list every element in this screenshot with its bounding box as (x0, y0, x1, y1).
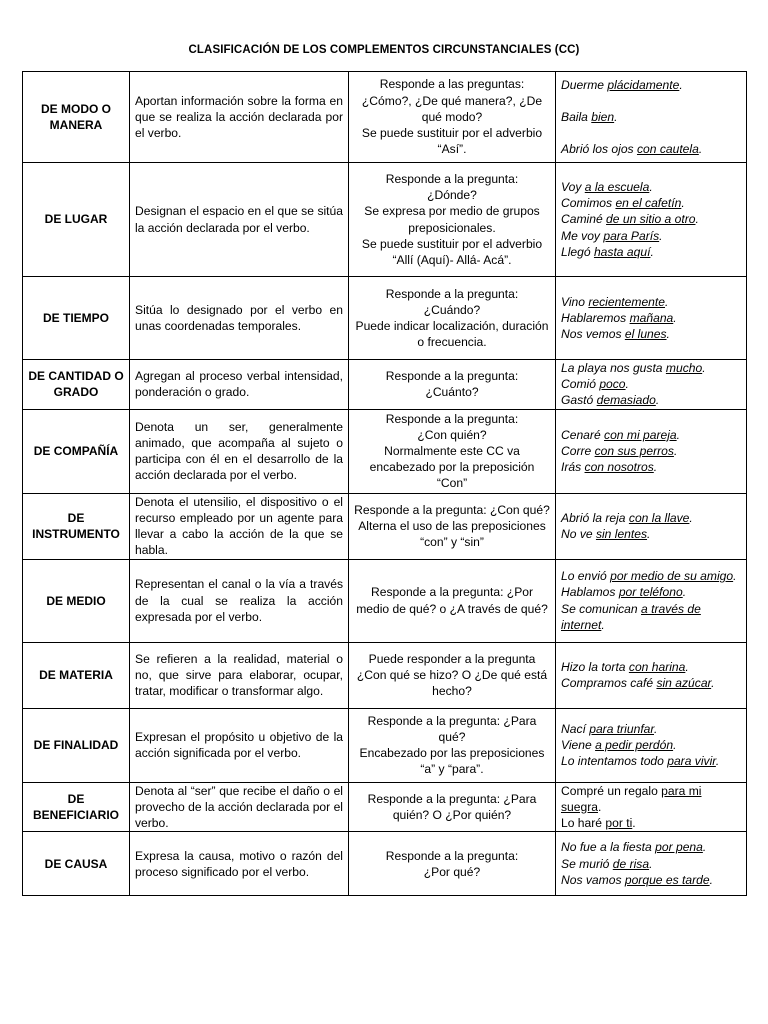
sentence-fragment: . (682, 585, 687, 600)
complement-type: DE MATERIA (23, 642, 130, 708)
circumstantial-complement: porque es tarde (624, 872, 710, 887)
sentence-fragment: Llegó (561, 244, 594, 259)
sentence-fragment: Irás (561, 460, 585, 475)
example-sentence (561, 510, 741, 526)
sentence-fragment: Voy (561, 179, 585, 194)
sentence-fragment: Nos vemos (561, 327, 625, 342)
sentence-fragment: . (650, 244, 654, 259)
sentence-fragment: . (733, 569, 737, 584)
examples (556, 708, 747, 782)
question-line: Se expresa por medio de grupos preposicionales. (364, 204, 540, 235)
example-sentence (561, 360, 741, 376)
sentence-fragment: . (673, 738, 677, 752)
guiding-questions (349, 163, 556, 277)
table-row (23, 708, 747, 782)
complement-description: Denota el utensilio, el dispositivo o el recurso empleado por un agente para llevar a cabo la acción de la que se habla. (130, 493, 349, 559)
complement-type: DE TIEMPO (23, 277, 130, 360)
sentence-fragment: . (676, 427, 681, 442)
sentence-fragment: Se murió (561, 856, 613, 871)
sentence-fragment: . (698, 142, 703, 157)
example-sentence (561, 839, 741, 855)
example-sentence (561, 310, 741, 326)
sentence-fragment: . (625, 377, 629, 392)
question-line: Se puede sustituir por el adverbio “Así”. (361, 126, 543, 157)
example-sentence (561, 179, 741, 195)
circumstantial-complement: en el cafetín (615, 196, 682, 211)
circumstantial-complement: sin lentes (595, 527, 648, 542)
circumstantial-complement: poco (599, 377, 626, 392)
example-sentence (561, 228, 741, 244)
examples (556, 360, 747, 410)
examples (556, 642, 747, 708)
sentence-fragment: . (647, 527, 651, 542)
table-row (23, 360, 747, 410)
circumstantial-complement: a través de internet (561, 601, 701, 632)
sentence-fragment: . (689, 510, 693, 525)
example-sentence (561, 244, 741, 260)
question-line: ¿Cuándo? (423, 302, 481, 317)
complement-type: DE CANTIDAD O GRADO (23, 360, 130, 410)
sentence-fragment: . (601, 617, 605, 632)
sentence-fragment: . (597, 799, 602, 814)
complement-description: Expresan el propósito u objetivo de la acción significada por el verbo. (130, 708, 349, 782)
guiding-questions (349, 642, 556, 708)
guiding-questions (349, 782, 556, 832)
complement-description: Sitúa lo designado por el verbo en unas coordenadas temporales. (130, 277, 349, 360)
example-sentence (561, 195, 741, 211)
sentence-fragment: Nací (561, 721, 590, 736)
sentence-fragment: Hizo la torta (561, 659, 629, 674)
sentence-fragment: . (665, 294, 669, 309)
sentence-fragment: . (702, 840, 707, 855)
sentence-fragment: . (695, 212, 699, 227)
circumstantial-complement: para vivir (667, 754, 716, 769)
circumstantial-complement: a pedir perdón (595, 738, 674, 752)
question-line: Puede responder a la pregunta ¿Con qué se hizo? O ¿De qué está hecho? (356, 651, 548, 699)
example-sentence (561, 443, 741, 459)
circumstantial-complement: plácidamente (607, 77, 680, 92)
examples (556, 559, 747, 642)
question-line: Alterna el uso de las preposiciones “con” y “sin” (358, 519, 546, 550)
circumstantial-complement: con la llave (628, 510, 690, 525)
circumstantial-complement: para París (603, 228, 660, 243)
example-sentence (561, 326, 741, 342)
question-line: Normalmente este CC va encabezado por la preposición “Con” (369, 444, 535, 491)
sentence-fragment: . (655, 393, 660, 408)
question-line: Encabezado por las preposiciones “a” y “para”. (359, 746, 545, 777)
sentence-fragment: Comimos (561, 196, 616, 211)
sentence-fragment: . (709, 872, 713, 887)
circumstantial-complement: por ti (605, 816, 633, 831)
sentence-fragment: Baila (561, 109, 592, 124)
sentence-fragment: Duerme (561, 77, 608, 92)
examples (556, 782, 747, 832)
sentence-fragment: . (673, 444, 678, 458)
example-sentence (561, 392, 741, 408)
table-body (23, 72, 747, 896)
sentence-fragment: Compramos café (561, 676, 657, 691)
circumstantial-complement: con sus perros (594, 444, 674, 458)
examples (556, 277, 747, 360)
example-sentence (561, 753, 741, 769)
question-line: Responde a la pregunta: (385, 286, 519, 301)
sentence-fragment: Nos vamos (561, 872, 625, 887)
circumstantial-complement: demasiado (596, 393, 656, 408)
question-line: ¿Con quién? (417, 427, 487, 442)
complement-description: Se refieren a la realidad, material o no, que sirve para elaborar, ocupar, tratar, modificar o transformar algo. (130, 642, 349, 708)
circumstantial-complement: con cautela (636, 142, 699, 157)
circumstantial-complement: con harina (628, 659, 686, 674)
table-row (23, 277, 747, 360)
question-line: ¿Cuánto? (425, 385, 479, 400)
sentence-fragment: Viene (561, 738, 596, 752)
circumstantial-complement: recientemente (588, 294, 665, 309)
example-sentence (561, 659, 741, 675)
circumstantial-complement: a la escuela (584, 179, 650, 194)
example-sentence (561, 211, 741, 227)
guiding-questions (349, 832, 556, 896)
complement-description: Aportan información sobre la forma en que se realiza la acción declarada por el verbo. (130, 72, 349, 163)
question-line: Responde a la pregunta: ¿Para quién? O ¿Por quién? (367, 791, 537, 822)
sentence-fragment: Abrió los ojos (561, 142, 637, 157)
question-line: Responde a la pregunta: (385, 848, 519, 863)
sentence-fragment: Me voy (561, 228, 604, 243)
circumstantial-complement: de risa (612, 856, 650, 871)
example-sentence (561, 376, 741, 392)
complement-description: Denota un ser, generalmente animado, que acompaña al sujeto o participa con él en el desarrollo de la acción declarada por el verbo. (130, 409, 349, 493)
circumstantial-complement: con mi pareja (604, 427, 677, 442)
sentence-fragment: . (653, 460, 658, 475)
question-line: Responde a la pregunta: (385, 369, 519, 384)
circumstantial-complement: de un sitio a otro (606, 212, 696, 227)
sentence-fragment: Hablamos (561, 585, 619, 600)
circumstantial-complement: el lunes (624, 327, 667, 342)
guiding-questions (349, 409, 556, 493)
line-gap (561, 125, 741, 141)
sentence-fragment: Lo haré (561, 816, 606, 831)
sentence-fragment: No ve (561, 527, 596, 542)
circumstantial-complement: sin azúcar (656, 676, 712, 691)
example-sentence (561, 856, 741, 872)
sentence-fragment: Corre (561, 444, 595, 458)
example-sentence (561, 584, 741, 600)
table-row (23, 559, 747, 642)
question-line: ¿Dónde? (427, 188, 477, 203)
complement-type: DE FINALIDAD (23, 708, 130, 782)
example-sentence (561, 77, 741, 93)
example-sentence (561, 601, 741, 633)
guiding-questions (349, 708, 556, 782)
examples (556, 163, 747, 277)
line-gap (561, 93, 741, 109)
complement-description: Expresa la causa, motivo o razón del proceso significado por el verbo. (130, 832, 349, 896)
circumstantial-complement: para triunfar (589, 721, 654, 736)
circumstantial-complement: con nosotros (584, 460, 654, 475)
example-sentence (561, 721, 741, 737)
sentence-fragment: Abrió la reja (561, 510, 629, 525)
complement-type: DE MODO O MANERA (23, 72, 130, 163)
example-sentence (561, 109, 741, 125)
question-line: Responde a las preguntas: (379, 77, 525, 92)
complement-description: Representan el canal o la vía a través de la cual se realiza la acción expresada por el verbo. (130, 559, 349, 642)
question-line: Responde a la pregunta: ¿Para qué? (367, 713, 537, 744)
example-sentence (561, 141, 741, 157)
examples (556, 493, 747, 559)
sentence-fragment: . (649, 856, 653, 871)
guiding-questions (349, 493, 556, 559)
question-line: Responde a la pregunta: (385, 411, 519, 426)
sentence-fragment: . (614, 109, 618, 124)
sentence-fragment: . (666, 327, 670, 342)
question-line: Puede indicar localización, duración o frecuencia. (355, 319, 549, 350)
example-sentence (561, 427, 741, 443)
question-line: Responde a la pregunta: ¿Con qué? (354, 502, 550, 517)
table-row (23, 409, 747, 493)
sentence-fragment: Hablaremos (561, 310, 630, 325)
example-sentence (561, 815, 741, 831)
sentence-fragment: . (715, 754, 720, 769)
sentence-fragment: Cenaré (561, 427, 605, 442)
guiding-questions (349, 559, 556, 642)
example-sentence (561, 568, 741, 584)
sentence-fragment: Lo envió (561, 569, 611, 584)
sentence-fragment: No fue a la fiesta (561, 840, 656, 855)
sentence-fragment: Se comunican (561, 601, 641, 616)
sentence-fragment: . (673, 310, 677, 325)
question-line: Responde a la pregunta: ¿Por medio de qué? o ¿A través de qué? (356, 585, 548, 616)
circumstantial-complement: hasta aquí (593, 244, 651, 259)
sentence-fragment: La playa nos gusta (561, 361, 666, 375)
sentence-fragment: . (632, 816, 636, 831)
sentence-fragment: . (711, 676, 715, 691)
example-sentence (561, 526, 741, 542)
sentence-fragment: Gastó (561, 393, 597, 408)
examples (556, 72, 747, 163)
complement-type: DE CAUSA (23, 832, 130, 896)
question-line: ¿Cómo?, ¿De qué manera?, ¿De qué modo? (361, 93, 543, 124)
sentence-fragment: Caminé (561, 212, 607, 227)
table-row (23, 782, 747, 832)
sentence-fragment: . (679, 77, 683, 92)
circumstantial-complement: mañana (629, 310, 674, 325)
sentence-fragment: . (702, 361, 706, 375)
sentence-fragment: . (681, 196, 685, 211)
question-line: Responde a la pregunta: (385, 171, 519, 186)
table-row (23, 832, 747, 896)
circumstantial-complement: por medio de su amigo (610, 569, 734, 584)
guiding-questions (349, 360, 556, 410)
sentence-fragment: Lo intentamos todo (561, 754, 668, 769)
complement-type: DE LUGAR (23, 163, 130, 277)
sentence-fragment: . (654, 721, 658, 736)
question-line: ¿Por qué? (423, 864, 481, 879)
examples (556, 409, 747, 493)
table-row (23, 163, 747, 277)
complement-type: DE MEDIO (23, 559, 130, 642)
complement-description: Designan el espacio en el que se sitúa la acción declarada por el verbo. (130, 163, 349, 277)
classification-table (22, 71, 747, 896)
guiding-questions (349, 72, 556, 163)
complement-description: Denota al “ser” que recibe el daño o el provecho de la acción declarada por el verbo. (130, 782, 349, 832)
page-title: CLASIFICACIÓN DE LOS COMPLEMENTOS CIRCUNSTANCIALES (CC) (188, 44, 580, 56)
example-sentence (561, 459, 741, 475)
complement-type: DE COMPAÑÍA (23, 409, 130, 493)
sentence-fragment: Compré un regalo (561, 783, 662, 798)
question-line: Se puede sustituir por el adverbio “Allí (Aquí)- Allá- Acá”. (361, 236, 543, 267)
examples (556, 832, 747, 896)
circumstantial-complement: mucho (665, 361, 703, 375)
guiding-questions (349, 277, 556, 360)
circumstantial-complement: por pena (655, 840, 703, 855)
sentence-fragment: . (659, 228, 663, 243)
circumstantial-complement: para mi suegra (561, 783, 702, 814)
example-sentence (561, 737, 741, 753)
complement-type: DE INSTRUMENTO (23, 493, 130, 559)
circumstantial-complement: bien (591, 109, 615, 124)
sentence-fragment: Vino (561, 294, 589, 309)
complement-type: DE BENEFICIARIO (23, 782, 130, 832)
sentence-fragment: . (685, 659, 689, 674)
sentence-fragment: Comió (561, 377, 600, 392)
circumstantial-complement: por teléfono (618, 585, 683, 600)
table-row (23, 72, 747, 163)
table-row (23, 493, 747, 559)
example-sentence (561, 872, 741, 888)
example-sentence (561, 294, 741, 310)
example-sentence (561, 783, 741, 815)
table-row (23, 642, 747, 708)
sentence-fragment: . (649, 179, 653, 194)
example-sentence (561, 675, 741, 691)
complement-description: Agregan al proceso verbal intensidad, ponderación o grado. (130, 360, 349, 410)
